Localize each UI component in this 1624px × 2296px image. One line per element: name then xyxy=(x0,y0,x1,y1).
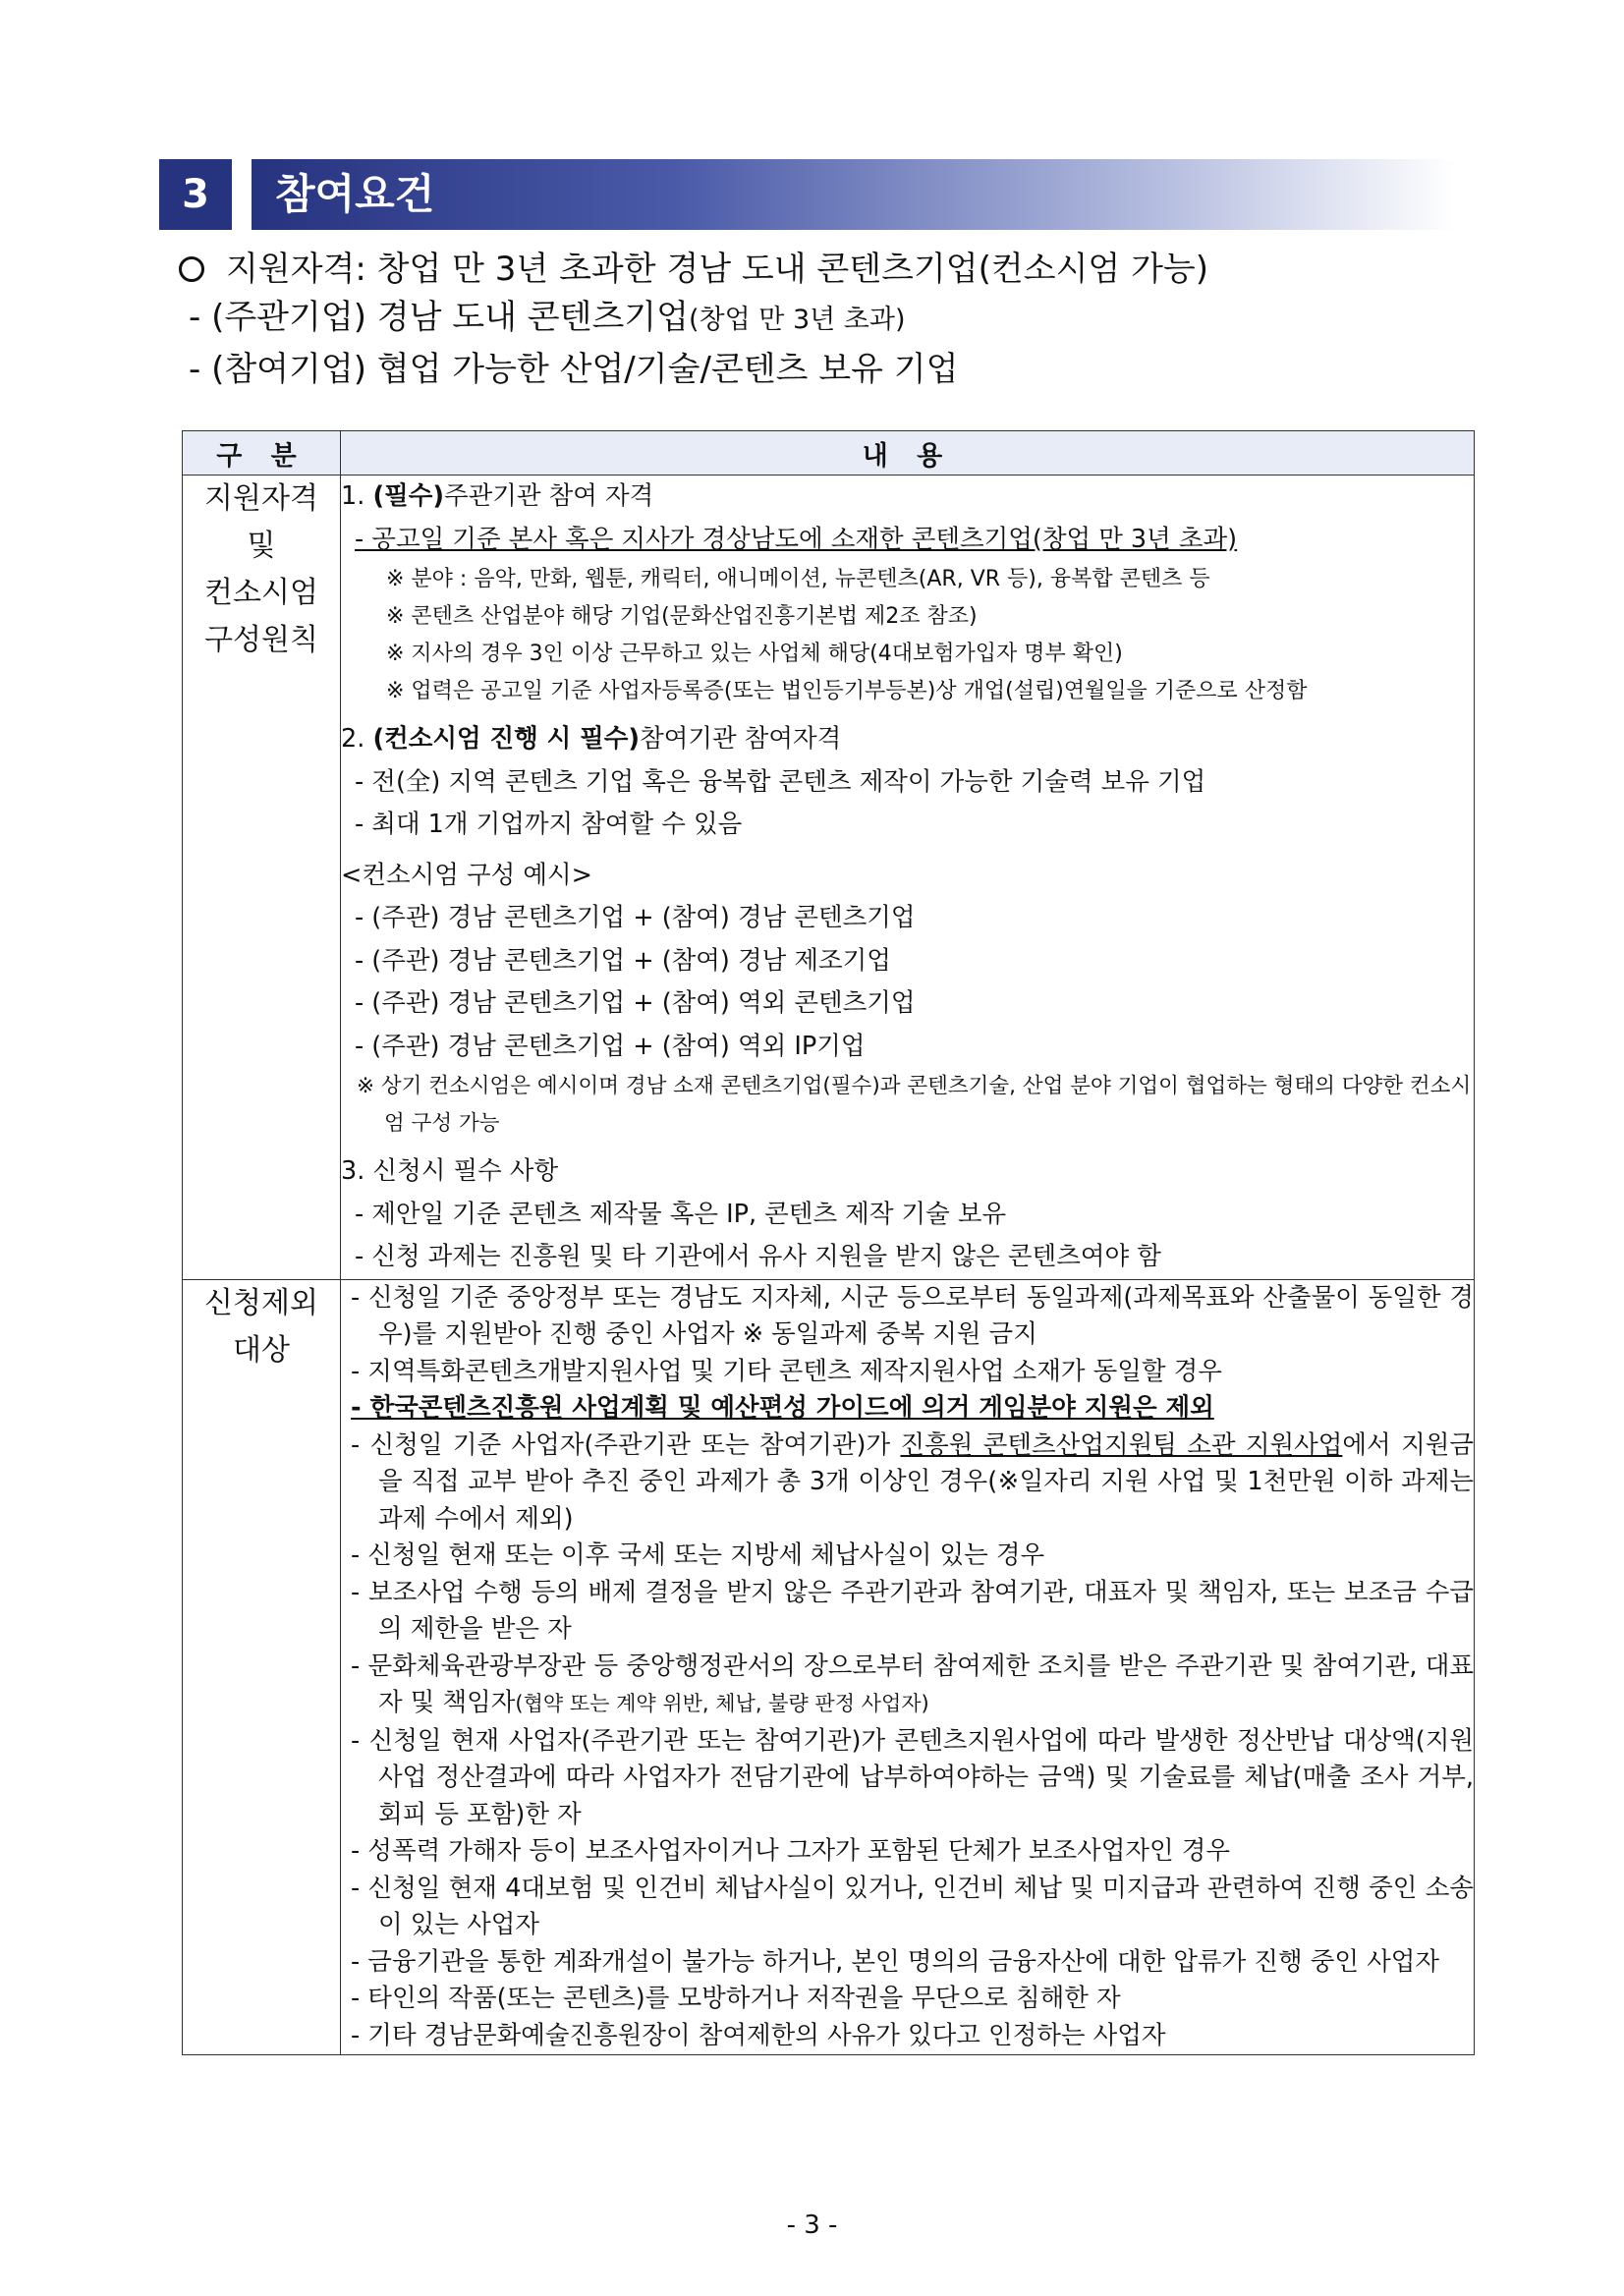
label-line: 신청제외 xyxy=(204,1285,318,1320)
exclusion-item: - 신청일 기준 중앙정부 또는 경남도 지자체, 시군 등으로부터 동일과제(과제목표와 산출물이 동일한 경우)를 지원받아 진행 중인 사업자 ※ 동일과제 중복 지원 금지 xyxy=(351,1282,1474,1349)
example-note: ※ 상기 컨소시엄은 예시이며 경남 소재 콘텐츠기업(필수)과 콘텐츠기술, 산업 분야 기업이 협업하는 형태의 다양한 컨소시엄 구성 가능 xyxy=(357,1074,1472,1136)
exclusion-item: - 신청일 현재 4대보험 및 인건비 체납사실이 있거나, 인건비 체납 및 미지급과 관련하여 진행 중인 소송이 있는 사업자 xyxy=(351,1873,1474,1939)
list-item: - 전(全) 지역 콘텐츠 기업 혹은 융복합 콘텐츠 제작이 가능한 기술력 보유 기업 xyxy=(355,766,1206,797)
list-item: - 공고일 기준 본사 혹은 지사가 경상남도에 소재한 콘텐츠기업(창업 만 3년 초과) xyxy=(355,524,1238,554)
subsection-rest: 주관기관 참여 자격 xyxy=(444,481,654,511)
list-item: - 제안일 기준 콘텐츠 제작물 혹은 IP, 콘텐츠 제작 기술 보유 xyxy=(355,1199,1007,1229)
exclusion-item: - 성폭력 가해자 등이 보조사업자이거나 그자가 포함된 단체가 보조사업자인 경우 xyxy=(351,1836,1231,1866)
section-title: 참여요건 xyxy=(275,170,435,218)
exclusion-item xyxy=(351,1428,1474,1539)
summary-main-text: 지원자격: 창업 만 3년 초과한 경남 도내 콘텐츠기업(컨소시엄 가능) xyxy=(226,250,1209,289)
subsection-title: 3. 신청시 필수 사항 xyxy=(341,1156,559,1186)
table-row xyxy=(183,1279,1475,2055)
example-item: - (주관) 경남 콘텐츠기업 + (참여) 역외 콘텐츠기업 xyxy=(355,988,916,1018)
subsection-rest: 참여기관 참여자격 xyxy=(640,724,842,754)
exclusion-text: - 문화체육관광부장관 등 중앙행정관서의 장으로부터 참여제한 조치를 받은 주관기관 및 참여기관, 대표자 및 책임자 xyxy=(351,1651,1474,1717)
exclusion-item: - 보조사업 수행 등의 배제 결정을 받지 않은 주관기관과 참여기관, 대표자 및 책임자, 또는 보조금 수급의 제한을 받은 자 xyxy=(351,1577,1474,1644)
note-item: ※ 업력은 공고일 기준 사업자등록증(또는 법인등기부등본)상 개업(설립)연월일을 기준으로 산정함 xyxy=(386,679,1308,703)
subsection-number: 2. xyxy=(341,724,373,754)
list-item: - 최대 1개 기업까지 참여할 수 있음 xyxy=(355,810,743,839)
exclusion-small: (협약 또는 계약 위반, 체납, 불량 판정 사업자) xyxy=(515,1692,929,1715)
note-item: ※ 콘텐츠 산업분야 해당 기업(문화산업진흥기본법 제2조 참조) xyxy=(386,604,978,629)
label-line: 대상 xyxy=(233,1332,290,1368)
example-title: <컨소시엄 구성 예시> xyxy=(341,860,593,890)
example-item: - (주관) 경남 콘텐츠기업 + (참여) 경남 제조기업 xyxy=(355,945,891,976)
summary-sub-participant: - (참여기업) 협업 가능한 산업/기술/콘텐츠 보유 기업 xyxy=(189,350,959,389)
exclusion-item: - 기타 경남문화예술진흥원장이 참여제한의 사유가 있다고 인정하는 사업자 xyxy=(351,2020,1166,2050)
list-item: - 신청 과제는 진흥원 및 타 기관에서 유사 지원을 받지 않은 콘텐츠여야 함 xyxy=(355,1242,1161,1271)
exclusion-item: - 신청일 현재 사업자(주관기관 또는 참여기관)가 콘텐츠지원사업에 따라 발생한 정산반납 대상액(지원사업 정산결과에 따라 사업자가 전담기관에 납부하여야하는 금액) 및 기술료를 체납(매출 조사 거부, 회피 등 포함)한 자 xyxy=(351,1725,1474,1829)
exclusion-item: - 금융기관을 통한 계좌개설이 불가능 하거나, 본인 명의의 금융자산에 대한 압류가 진행 중인 사업자 xyxy=(351,1946,1440,1977)
label-line: 지원자격 xyxy=(204,481,318,516)
section-number: 3 xyxy=(159,159,232,230)
page-number: - 3 - xyxy=(786,2211,838,2240)
exclusion-text: 에서 지원금을 직접 교부 받아 추진 중인 과제가 총 3개 이상인 경우(※일자리 지원 사업 및 1천만원 이하 과제는 과제 수에서 제외) xyxy=(378,1429,1474,1534)
section-header xyxy=(159,159,1456,230)
subsection-title xyxy=(341,476,1474,519)
summary-sub-lead xyxy=(175,293,1472,345)
subsection-bold: (컨소시엄 진행 시 필수) xyxy=(372,724,641,754)
exclusion-item xyxy=(351,1649,1474,1723)
label-line: 컨소시엄 xyxy=(204,576,318,610)
label-line: 및 xyxy=(247,529,276,563)
subsection-bold: (필수) xyxy=(372,481,445,511)
requirements-table xyxy=(182,430,1475,2055)
section-title-bar xyxy=(252,159,1456,230)
table-header-row xyxy=(183,431,1475,476)
exclusion-text: - 신청일 기준 사업자(주관기관 또는 참여기관)가 xyxy=(351,1429,901,1460)
exclusion-item: - 타인의 작품(또는 콘텐츠)를 모방하거나 저작권을 무단으로 침해한 자 xyxy=(351,1984,1121,2013)
example-item: - (주관) 경남 콘텐츠기업 + (참여) 경남 콘텐츠기업 xyxy=(355,903,916,932)
summary-sub1-main: - (주관기업) 경남 도내 콘텐츠기업 xyxy=(189,298,689,337)
example-item: - (주관) 경남 콘텐츠기업 + (참여) 역외 IP기업 xyxy=(355,1031,866,1061)
note-item: ※ 지사의 경우 3인 이상 근무하고 있는 사업체 해당(4대보험가입자 명부 확인) xyxy=(386,642,1123,666)
exclusion-underlined: 진흥원 콘텐츠산업지원팀 소관 지원사업 xyxy=(900,1429,1343,1460)
summary-sub1-small: (창업 만 3년 초과) xyxy=(689,305,906,335)
note-item: ※ 분야 : 음악, 만화, 웹툰, 캐릭터, 애니메이션, 뉴콘텐츠(AR, VR 등), 융복합 콘텐츠 등 xyxy=(386,567,1210,591)
header-content: 내 용 xyxy=(341,431,1475,476)
header-category: 구 분 xyxy=(183,431,341,476)
subsection-number: 1. xyxy=(341,481,373,511)
row-label-exclusion xyxy=(183,1279,341,2055)
row-label-eligibility xyxy=(183,476,341,1280)
circle-bullet-icon xyxy=(179,256,204,282)
table-row xyxy=(183,476,1475,1280)
eligibility-summary xyxy=(175,246,1472,394)
subsection-title xyxy=(341,718,1474,761)
row-content-exclusion xyxy=(341,1279,1475,2055)
exclusion-item: - 지역특화콘텐츠개발지원사업 및 기타 콘텐츠 제작지원사업 소재가 동일할 경우 xyxy=(351,1356,1222,1386)
label-line: 구성원칙 xyxy=(204,623,318,657)
summary-main xyxy=(175,246,1472,293)
row-content-eligibility xyxy=(341,476,1475,1280)
exclusion-item: - 신청일 현재 또는 이후 국세 또는 지방세 체납사실이 있는 경우 xyxy=(351,1540,1045,1570)
exclusion-item: - 한국콘텐츠진흥원 사업계획 및 예산편성 가이드에 의거 게임분야 지원은 제외 xyxy=(351,1393,1214,1423)
